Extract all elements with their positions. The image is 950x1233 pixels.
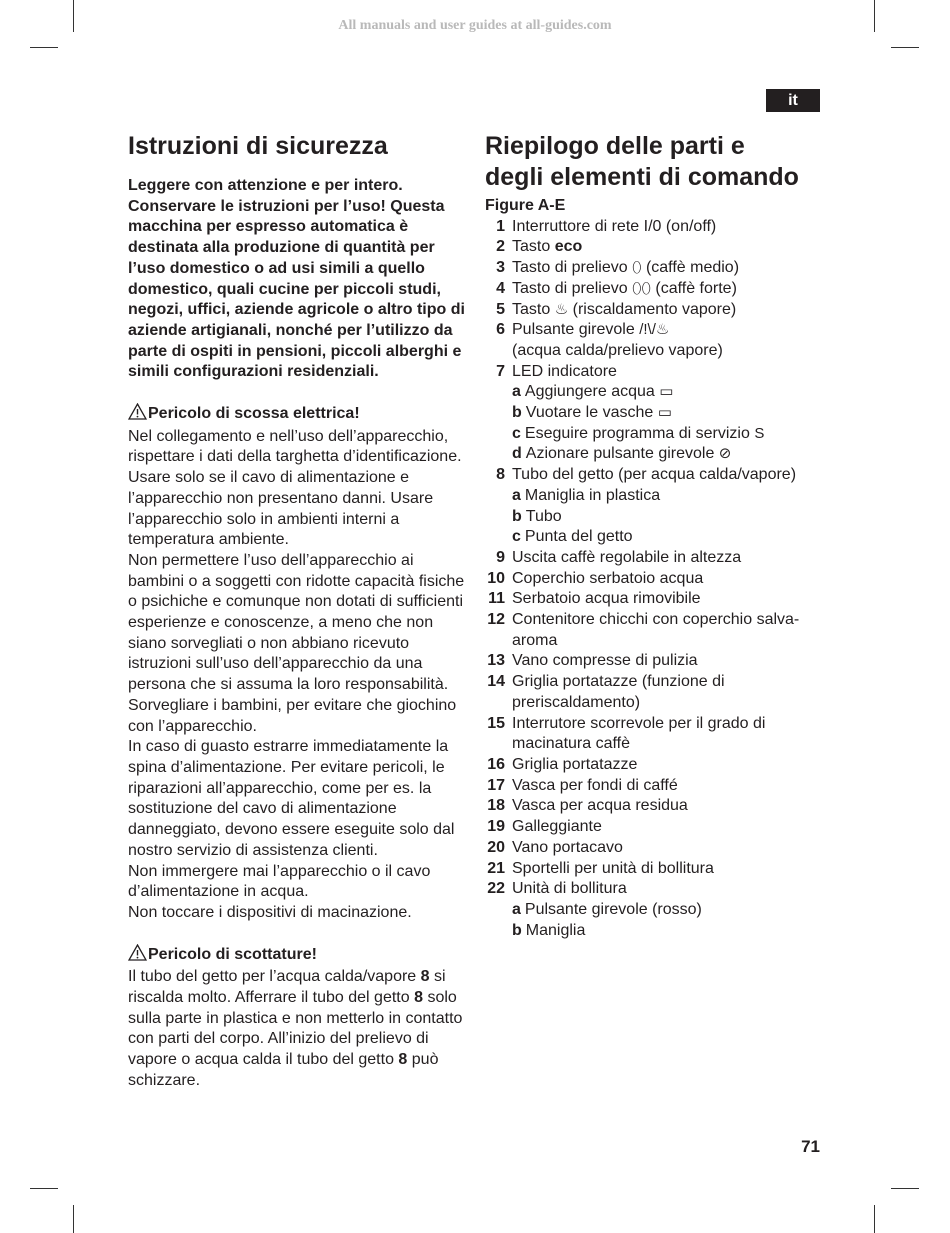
list-item: 11 Serbatoio acqua rimovibile bbox=[488, 590, 701, 608]
crop-mark bbox=[30, 1188, 58, 1189]
warning-triangle-icon bbox=[128, 403, 148, 427]
crop-mark bbox=[73, 1205, 74, 1233]
shock-paragraph: Non toccare i dispositivi di macinazione. bbox=[128, 903, 412, 921]
crop-mark bbox=[891, 47, 919, 48]
list-item: 6 Pulsante girevole /!\/♨ (acqua calda/prelievo vapore) bbox=[496, 321, 723, 359]
shock-paragraph: Non immergere mai l’apparecchio o il cavo d’alimentazione in acqua. bbox=[128, 862, 431, 901]
list-item: 16 Griglia portatazze bbox=[487, 755, 638, 773]
list-item: 2 Tasto eco bbox=[496, 238, 583, 256]
electric-shock-heading: Pericolo di scossa elettrica! bbox=[148, 405, 360, 423]
safety-column bbox=[128, 131, 468, 1112]
figure-label: Figure A-E bbox=[485, 197, 566, 214]
steam-icon: ♨ bbox=[554, 300, 569, 318]
double-bean-icon: ⬯⬯ bbox=[632, 279, 651, 297]
crop-mark bbox=[891, 1188, 919, 1189]
language-badge: it bbox=[766, 89, 820, 112]
list-item: 18 Vasca per acqua residua bbox=[487, 797, 688, 815]
empty-trays-icon: ▭ bbox=[657, 404, 672, 422]
shock-paragraph: In caso di guasto estrarre immediatamente la spina d’alimentazione. Per evitare pericoli, le riparazioni all’apparecchio, come per es. la sostituzione del cavo di alimentazione danneggiato, devono essere eseguite solo dal nostro servizio di assistenza clienti. bbox=[128, 738, 455, 859]
parts-title: Riepilogo delle parti e degli elementi di comando bbox=[485, 132, 799, 191]
list-item: 19 Galleggiante bbox=[487, 818, 602, 836]
list-item: 14 Griglia portatazze (funzione di preriscaldamento) bbox=[487, 673, 725, 711]
list-item: 17 Vasca per fondi di caffé bbox=[487, 776, 678, 794]
ref-number: 8 bbox=[398, 1051, 408, 1069]
rotary-knob-icon: ⊘ bbox=[718, 445, 732, 463]
list-item: 12 Contenitore chicchi con coperchio salva-aroma bbox=[487, 611, 800, 649]
sub-item: b Maniglia bbox=[512, 921, 586, 939]
safety-title: Istruzioni di sicurezza bbox=[128, 132, 388, 160]
sub-item: c Eseguire programma di servizio S bbox=[485, 424, 835, 445]
shock-paragraph: Sorvegliare i bambini, per evitare che giochino con l’apparecchio. bbox=[128, 696, 457, 735]
list-item: 5 Tasto ♨ (riscaldamento vapore) bbox=[496, 300, 737, 318]
list-item: 21 Sportelli per unità di bollitura bbox=[487, 859, 714, 877]
page-number: 71 bbox=[801, 1137, 820, 1156]
crop-mark bbox=[30, 47, 58, 48]
shock-paragraph: Nel collegamento e nell’uso dell’apparecchio, rispettare i dati della targhetta d’identificazione. Usare solo se il cavo di alimentazione e l’apparecchio non presentano danni. Usare l’apparecchio solo in ambienti interni a temperatura ambiente. bbox=[128, 427, 462, 549]
list-item: 3 Tasto di prelievo ⬯ (caffè medio) bbox=[496, 259, 740, 277]
coffee-bean-icon: ⬯ bbox=[632, 259, 642, 277]
list-item: 20 Vano portacavo bbox=[487, 838, 623, 856]
shock-paragraph: Non permettere l’uso dell’apparecchio ai bambini o a soggetti con ridotte capacità fisiche o psichiche e comunque non dotati di sufficienti esperienze e conoscenze, a meno che non siano sorvegliati o non abbiano ricevuto istruzioni sull’uso dell’apparecchio da una persona che si assuma la loro responsabilità. bbox=[128, 551, 465, 694]
sub-item: b Tubo bbox=[512, 507, 562, 525]
sub-item: a Aggiungere acqua ▭ bbox=[485, 382, 835, 403]
hot-water-steam-icon: /!\/♨ bbox=[639, 321, 670, 339]
sub-item: a Maniglia in plastica bbox=[512, 486, 661, 504]
sub-item: c Punta del getto bbox=[512, 528, 633, 546]
ref-number: 8 bbox=[420, 968, 430, 986]
burn-heading: Pericolo di scottature! bbox=[148, 945, 317, 963]
list-item: 4 Tasto di prelievo ⬯⬯ (caffè forte) bbox=[496, 279, 737, 297]
parts-column bbox=[485, 131, 835, 941]
fill-water-icon: ▭ bbox=[659, 383, 674, 401]
warning-heading bbox=[128, 403, 468, 427]
sub-item: b Vuotare le vasche ▭ bbox=[485, 403, 835, 424]
safety-intro: Leggere con attenzione e per intero. Conservare le istruzioni per l’uso! Questa macchina per espresso automatica è destinata alla produzione di quantità per l’uso domestico o ad usi simili a quello domestico, quali cucine per piccoli studi, negozi, uffici, aziende agricole o altro tipo di aziende artigianali, nonché per l’utilizzo da parte di ospiti in pensioni, piccoli alberghi e simili configurazioni residenziali. bbox=[128, 177, 465, 381]
list-item: 7 LED indicatore bbox=[496, 362, 617, 380]
service-icon: S bbox=[754, 424, 765, 442]
burn-paragraph: Il tubo del getto per l’acqua calda/vapore 8 si riscalda molto. Afferrare il tubo del getto 8 solo sulla parte in plastica e non metterlo in contatto con parti del corpo. All’inizio del prelievo di vapore o acqua calda il tubo del getto 8 può schizzare. bbox=[128, 968, 463, 1089]
warning-triangle-icon bbox=[128, 944, 148, 968]
list-item: 22 Unità di bollitura bbox=[487, 880, 627, 898]
burn-section bbox=[128, 944, 468, 1092]
list-item: 13 Vano compresse di pulizia bbox=[487, 652, 698, 670]
list-item: 8 Tubo del getto (per acqua calda/vapore) bbox=[496, 466, 797, 484]
crop-mark bbox=[874, 1205, 875, 1233]
sub-item: d Azionare pulsante girevole ⊘ bbox=[485, 444, 835, 465]
watermark: All manuals and user guides at all-guides.com bbox=[338, 18, 612, 33]
warning-heading bbox=[128, 944, 468, 968]
list-item: 1 Interruttore di rete I/0 (on/off) bbox=[496, 217, 717, 235]
list-item: 15 Interrutore scorrevole per il grado di macinatura caffè bbox=[487, 714, 766, 753]
ref-number: 8 bbox=[414, 989, 423, 1007]
sub-item: a Pulsante girevole (rosso) bbox=[512, 900, 702, 918]
electric-shock-section bbox=[128, 403, 468, 924]
list-item: 10 Coperchio serbatoio acqua bbox=[487, 569, 704, 587]
list-item: 9 Uscita caffè regolabile in altezza bbox=[496, 548, 742, 566]
